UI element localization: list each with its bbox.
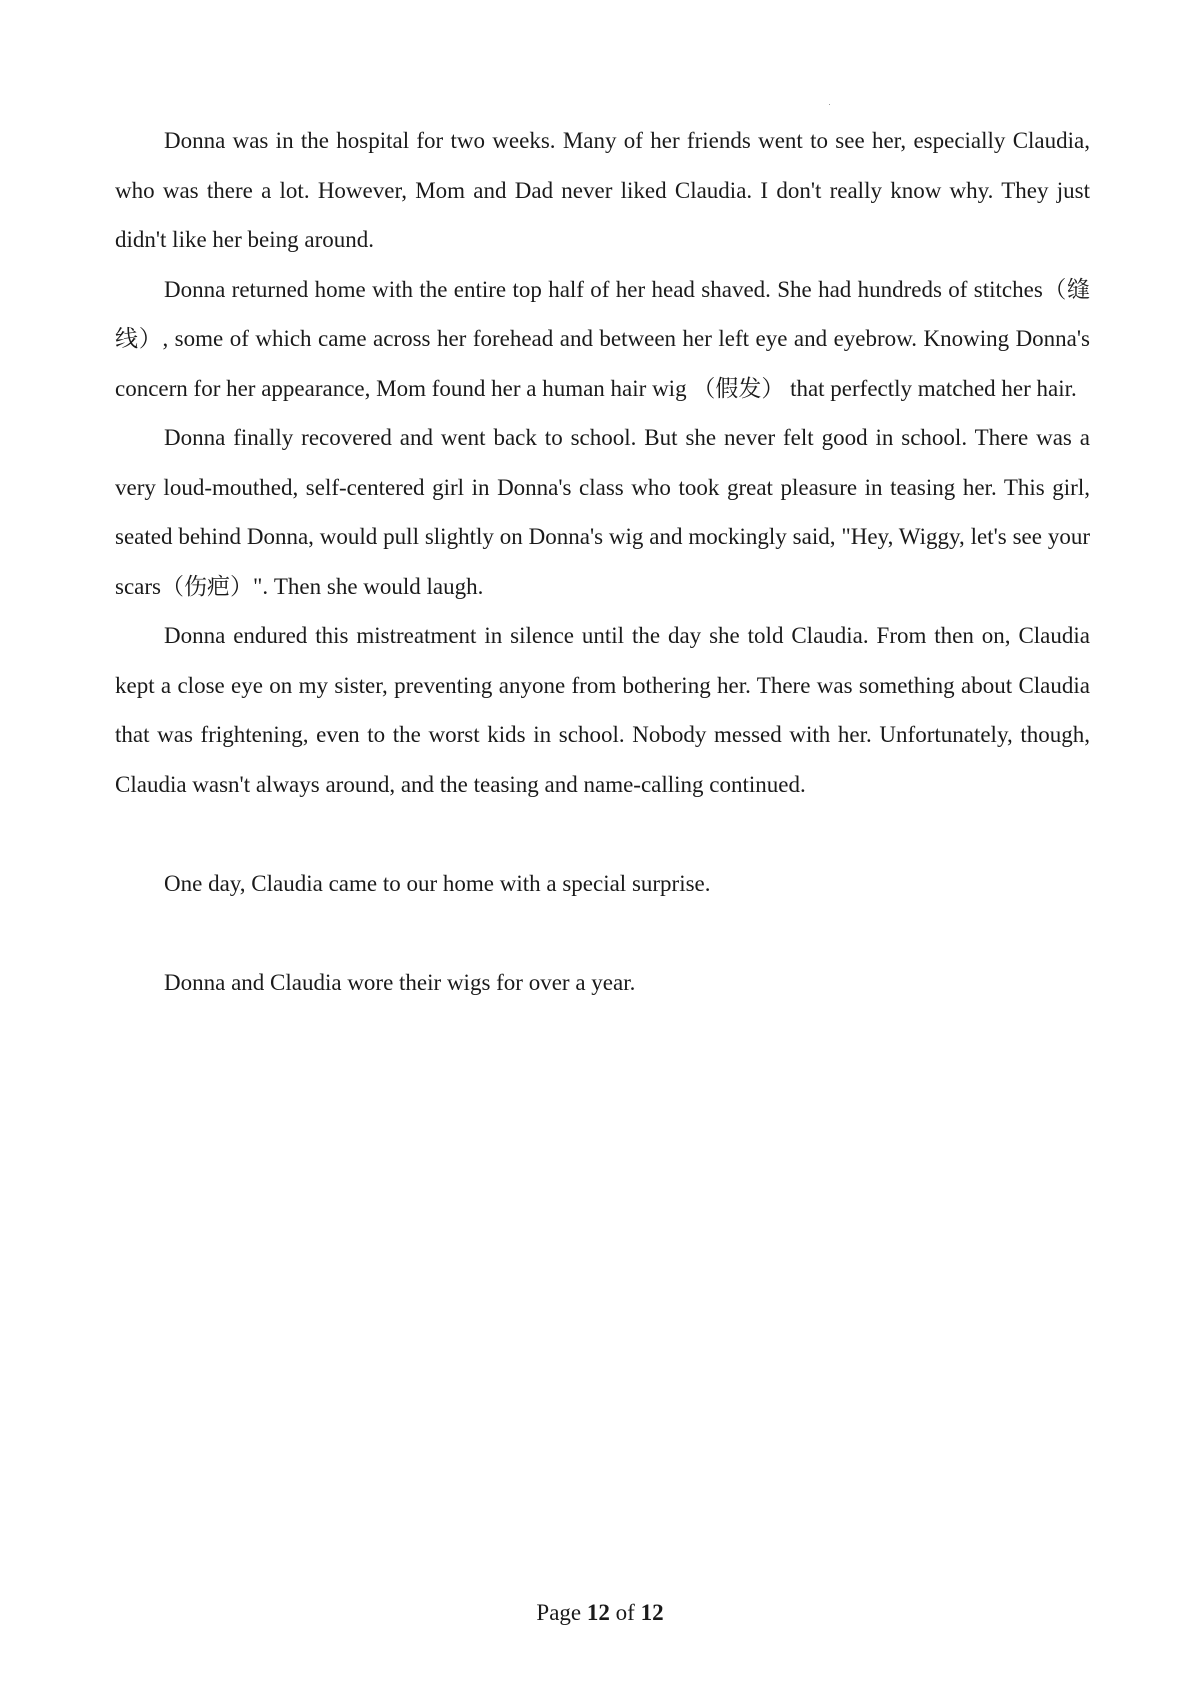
of-label: of — [615, 1600, 635, 1625]
paragraph-6: Donna and Claudia wore their wigs for over a year. — [164, 969, 636, 995]
paragraph-2: Donna returned home with the entire top half of her head shaved. She had hundreds of stitches（缝线）, some of which came across her forehead and between her left eye and eyebrow. Knowing Donna's concern for her appearance, Mom found her a human hair wig （假发） that perfectly matched her hair. — [115, 276, 1090, 401]
page-label: Page — [536, 1600, 582, 1625]
scan-speck — [829, 104, 830, 105]
paragraph-1: Donna was in the hospital for two weeks. Many of her friends went to see her, especially Claudia, who was there a lot. However, Mom and Dad never liked Claudia. I don't really know why. They just didn't like her being around. — [115, 128, 1090, 252]
page-footer — [0, 1598, 1200, 1628]
paragraph-4: Donna endured this mistreatment in silence until the day she told Claudia. From then on, Claudia kept a close eye on my sister, preventing anyone from bothering her. There was something about Claudia that was frightening, even to the worst kids in school. Nobody messed with her. Unfortunately, though, Claudia wasn't always around, and the teasing and name-calling continued. — [115, 623, 1090, 797]
story-body — [115, 116, 1090, 1007]
paragraph-3: Donna finally recovered and went back to school. But she never felt good in school. There was a very loud-mouthed, self-centered girl in Donna's class who took great pleasure in teasing her. This girl, seated behind Donna, would pull slightly on Donna's wig and mockingly said, "Hey, Wiggy, let's see your scars（伤疤）". Then she would laugh. — [115, 425, 1090, 599]
page-total: 12 — [640, 1600, 664, 1625]
paragraph-5: One day, Claudia came to our home with a special surprise. — [164, 870, 711, 896]
page-current: 12 — [586, 1600, 610, 1625]
